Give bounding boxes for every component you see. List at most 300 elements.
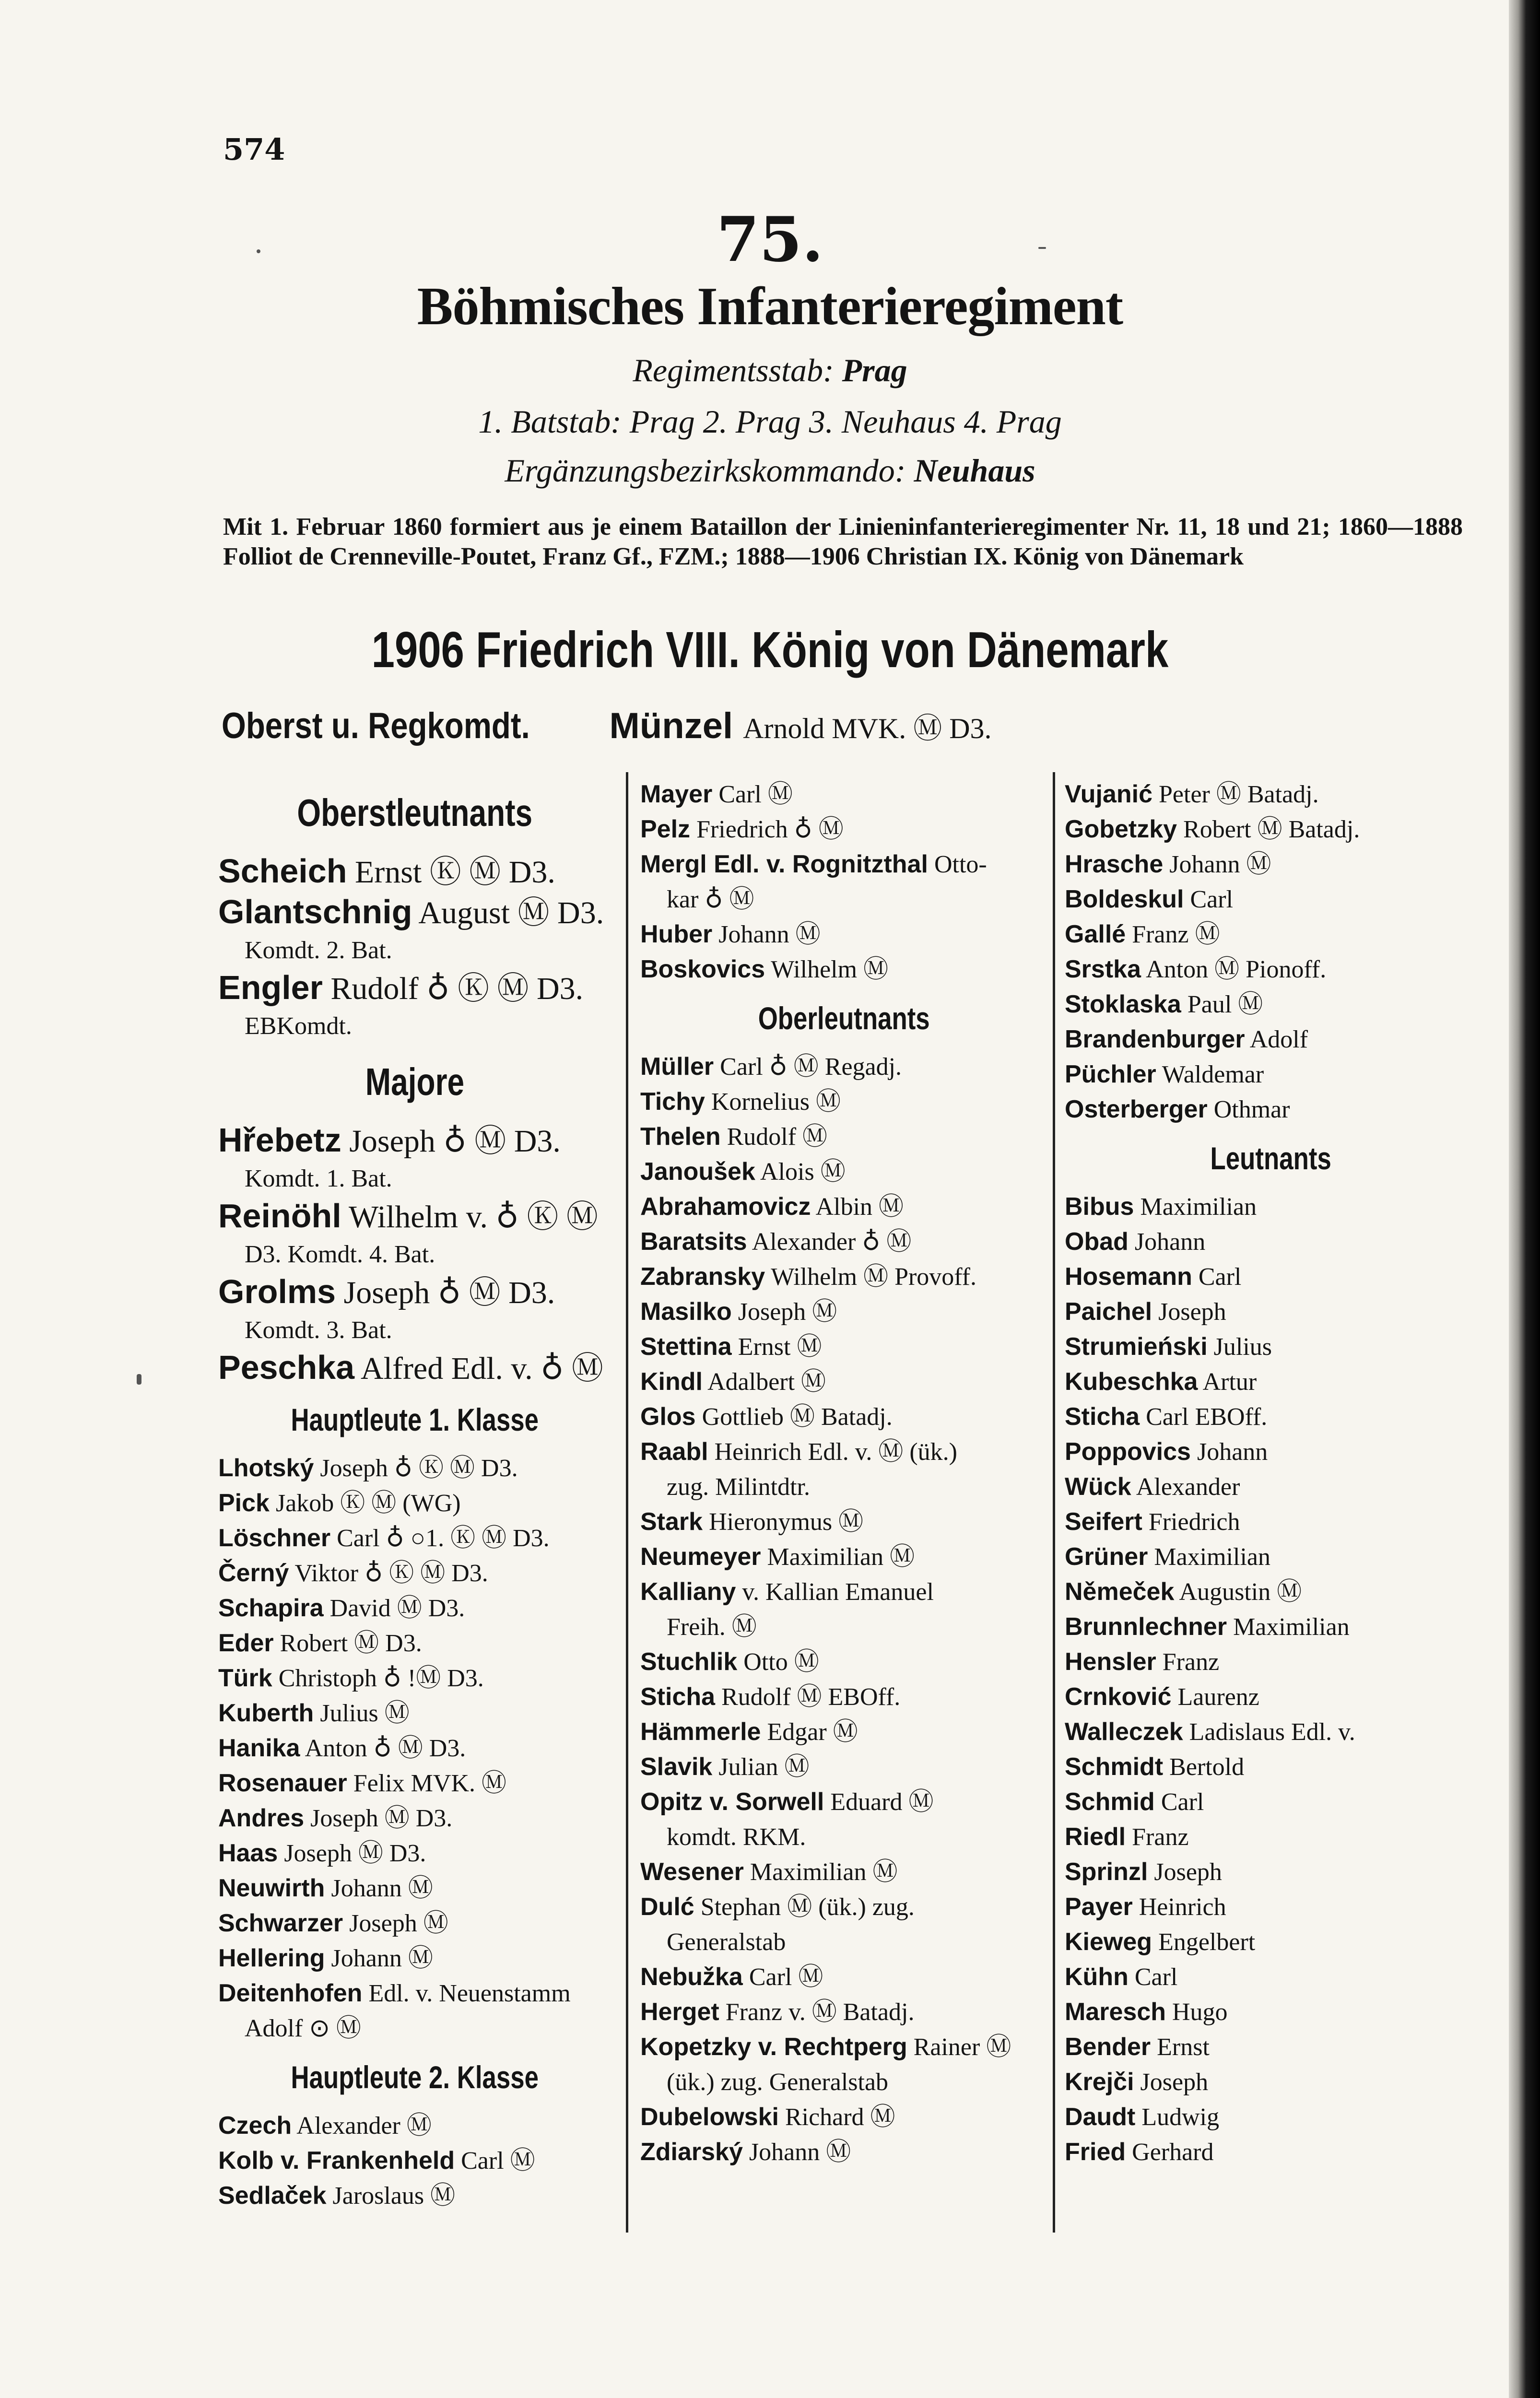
officer-surname: Sedlaček [218, 2182, 327, 2210]
officer-surname: Walleczek [1065, 1718, 1183, 1746]
recruiting-line [0, 452, 1540, 490]
officer-surname: Daudt [1065, 2103, 1136, 2131]
entry-continuation: EBKomdt. [245, 1012, 352, 1040]
officer-details: Carl [1190, 886, 1234, 913]
officer-surname: Hellering [218, 1944, 325, 1972]
officer-entry [218, 1976, 611, 2011]
commander-line [222, 705, 992, 747]
officer-entry [1065, 1995, 1477, 2030]
rank-heading-text: Oberstleutnants [297, 791, 533, 834]
officer-surname: Fried [1065, 2138, 1126, 2166]
officer-details: Johann [1134, 1228, 1206, 1256]
officer-details: Adolf [1249, 1026, 1308, 1053]
officer-surname: Huber [640, 920, 713, 948]
officer-details: Robert Ⓜ D3. [280, 1630, 422, 1657]
entry-continuation: Generalstab [667, 1928, 786, 1956]
officer-details: Franz [1132, 1823, 1189, 1851]
officer-entry [1065, 1329, 1477, 1364]
officer-details: Carl Ⓜ [461, 2147, 535, 2175]
officer-details: Carl [1134, 1963, 1178, 1991]
officer-details: Hugo [1172, 1998, 1228, 2026]
entry-continuation: D3. Komdt. 4. Bat. [245, 1241, 435, 1268]
officer-surname: Wesener [640, 1858, 744, 1886]
officer-entry [1065, 777, 1477, 812]
officer-surname: Schwarzer [218, 1909, 343, 1937]
officer-details: Wilhelm v. ♁ Ⓚ Ⓜ [348, 1199, 598, 1234]
officer-entry [640, 2135, 1048, 2170]
officer-surname: Kieweg [1065, 1928, 1152, 1956]
officer-entry [1065, 1575, 1477, 1610]
officer-surname: Krejči [1065, 2068, 1134, 2096]
officer-details: Joseph [1154, 1858, 1222, 1886]
officer-entry [640, 812, 1048, 847]
officer-surname: Eder [218, 1629, 274, 1657]
commander-surname: Münzel [609, 705, 733, 746]
officer-details: Eduard Ⓜ [830, 1788, 934, 1816]
officer-entry [640, 1434, 1048, 1469]
officer-surname: Lhotský [218, 1454, 314, 1482]
officer-entry [1065, 1469, 1477, 1505]
officer-surname: Wück [1065, 1473, 1131, 1501]
officer-details: August Ⓜ D3. [418, 895, 604, 930]
rank-heading [218, 1044, 611, 1120]
officer-surname: Mayer [640, 780, 713, 808]
officer-entry [640, 1575, 1048, 1610]
officer-entry [1065, 1750, 1477, 1785]
officer-entry [1065, 1294, 1477, 1329]
officer-details: Carl ♁ Ⓜ Regadj. [720, 1053, 902, 1081]
officer-surname: Hosemann [1065, 1263, 1192, 1291]
officer-entry [1065, 1189, 1477, 1224]
officer-details: Felix MVK. Ⓜ [353, 1770, 507, 1797]
officer-entry [218, 851, 611, 892]
officer-details: Friedrich ♁ Ⓜ [696, 816, 844, 843]
officer-details: Johann [1197, 1438, 1268, 1466]
officer-surname: Kolb v. Frankenheld [218, 2147, 455, 2175]
officer-entry [640, 1154, 1048, 1189]
officer-entry [1065, 1022, 1477, 1057]
officer-entry [1065, 1820, 1477, 1855]
officer-entry [640, 847, 1048, 882]
officer-surname: Hämmerle [640, 1718, 761, 1746]
officer-entry [1065, 952, 1477, 987]
officer-surname: Černý [218, 1559, 289, 1587]
officer-surname: Srstka [1065, 955, 1141, 983]
officer-entry [1065, 1399, 1477, 1434]
officer-surname: Hanika [218, 1734, 300, 1762]
officer-details: Friedrich [1148, 1508, 1240, 1536]
officer-surname: Tichy [640, 1088, 705, 1116]
officer-surname: Grüner [1065, 1543, 1148, 1571]
officer-surname: Schapira [218, 1594, 324, 1622]
officer-details: Ernst Ⓚ Ⓜ D3. [354, 855, 555, 890]
officer-surname: Engler [218, 969, 323, 1006]
officer-entry [218, 1196, 611, 1237]
regiment-history: Mit 1. Februar 1860 formiert aus je einem Bataillon der Linieninfanterieregimenter Nr. 11, 18 und 21; 1860—1888 Folliot de Crenneville-Poutet, Franz Gf., FZM.; 1888—1906 Christian IX. König von Dänemark [223, 513, 1463, 570]
officer-details: Rudolf ♁ Ⓚ Ⓜ D3. [330, 971, 584, 1006]
officer-entry [218, 1801, 611, 1836]
column-divider [626, 772, 628, 2233]
officer-details: Othmar [1213, 1096, 1290, 1123]
officer-details: Stephan Ⓜ (ük.) zug. [700, 1893, 915, 1921]
officer-entry [1065, 1610, 1477, 1645]
officer-surname: Slavik [640, 1753, 713, 1781]
officer-surname: Dulć [640, 1893, 694, 1921]
officer-entry [640, 1540, 1048, 1575]
officer-details: Johann Ⓜ [331, 1945, 433, 1972]
officer-surname: Stuchlik [640, 1648, 738, 1676]
officer-surname: Sticha [1065, 1403, 1140, 1431]
officer-details: Ladislaus Edl. v. [1189, 1718, 1355, 1746]
officer-surname: Baratsits [640, 1228, 747, 1256]
officer-surname: Kindl [640, 1368, 703, 1396]
officer-details: Edl. v. Neuenstamm [368, 1980, 571, 2007]
officer-entry [640, 1294, 1048, 1329]
officer-entry [1065, 1925, 1477, 1960]
officer-details: Alois Ⓜ [760, 1158, 846, 1186]
officer-details: Viktor ♁ Ⓚ Ⓜ D3. [294, 1560, 488, 1587]
officer-entry [640, 1084, 1048, 1119]
officer-surname: Pelz [640, 815, 691, 843]
officer-entry [218, 968, 611, 1009]
officer-details: Richard Ⓜ [785, 2104, 895, 2131]
officer-entry [640, 1399, 1048, 1434]
officer-details: Julian Ⓜ [718, 1753, 810, 1781]
officer-details: Joseph ♁ Ⓚ Ⓜ D3. [320, 1455, 518, 1482]
officer-entry [218, 1591, 611, 1626]
officer-entry [218, 1626, 611, 1661]
officer-surname: Brunnlechner [1065, 1613, 1227, 1641]
officer-entry [218, 2108, 611, 2143]
officer-entry [1065, 917, 1477, 952]
regiment-number: 75. [717, 204, 823, 276]
officer-details: Joseph Ⓜ D3. [284, 1840, 426, 1867]
officer-surname: Boskovics [640, 955, 765, 983]
officer-surname: Kalliany [640, 1578, 736, 1606]
rank-heading [218, 775, 611, 851]
officer-details: Joseph ♁ Ⓜ D3. [349, 1124, 561, 1159]
rank-heading-text: Leutnants [1210, 1140, 1332, 1176]
officer-entry [218, 2143, 611, 2178]
entry-continuation: Komdt. 2. Bat. [245, 937, 392, 964]
entry-continuation: zug. Milintdtr. [667, 1473, 810, 1501]
officer-surname: Crnković [1065, 1683, 1172, 1711]
officer-details: Artur [1202, 1368, 1257, 1396]
officer-entry [218, 1836, 611, 1871]
officer-surname: Opitz v. Sorwell [640, 1788, 824, 1816]
officer-entry [1065, 1645, 1477, 1680]
officer-entry [1065, 1960, 1477, 1995]
officer-details: Carl [1161, 1788, 1204, 1816]
officer-details: Carl Ⓜ [718, 781, 793, 808]
officer-surname: Kubeschka [1065, 1368, 1198, 1396]
officer-details: Peter Ⓜ Batadj. [1159, 781, 1319, 808]
officer-surname: Hensler [1065, 1648, 1156, 1676]
officer-entry [640, 1645, 1048, 1680]
entry-continuation: kar ♁ Ⓜ [667, 886, 754, 913]
officer-entry [1065, 1785, 1477, 1820]
officer-entry [218, 1696, 611, 1731]
rank-heading [218, 2046, 611, 2108]
officer-surname: Zabransky [640, 1263, 765, 1291]
officer-details: Waldemar [1162, 1061, 1264, 1088]
entry-continuation: Adolf ⊙ Ⓜ [245, 2015, 361, 2042]
officer-surname: Andres [218, 1804, 305, 1832]
staff-label: Regimentsstab: [633, 352, 834, 388]
officer-details: Johann Ⓜ [1169, 851, 1271, 878]
officer-surname: Löschner [218, 1524, 331, 1552]
officer-details: Carl ♁ ○1. Ⓚ Ⓜ D3. [337, 1525, 550, 1552]
officer-surname: Rosenauer [218, 1769, 347, 1797]
officer-entry [1065, 1224, 1477, 1259]
officer-surname: Zdiarský [640, 2138, 743, 2166]
officer-entry [1065, 987, 1477, 1022]
officer-surname: Neumeyer [640, 1543, 761, 1571]
officer-surname: Strumieński [1065, 1333, 1208, 1361]
commander-rank: Oberst u. Regkomdt. [222, 705, 530, 746]
officer-details: Maximilian Ⓜ [767, 1543, 915, 1571]
officer-surname: Obad [1065, 1228, 1129, 1256]
officer-details: Ernst [1157, 2034, 1210, 2061]
officer-entry [1065, 2100, 1477, 2135]
officer-details: Franz [1162, 1648, 1220, 1676]
officer-details: Laurenz [1177, 1683, 1259, 1711]
officer-surname: Pick [218, 1489, 270, 1517]
officer-surname: Masilko [640, 1298, 732, 1326]
officer-surname: Gobetzky [1065, 815, 1177, 843]
officer-entry [218, 1486, 611, 1521]
entry-continuation: Komdt. 1. Bat. [245, 1165, 392, 1192]
officer-entry [1065, 1715, 1477, 1750]
officer-surname: Raabl [640, 1438, 708, 1466]
officer-details: Christoph ♁ !Ⓜ D3. [278, 1665, 484, 1692]
scan-speck [137, 1374, 141, 1385]
officer-surname: Schmidt [1065, 1753, 1164, 1781]
officer-details: Joseph Ⓜ D3. [310, 1805, 453, 1832]
officer-surname: Glos [640, 1403, 696, 1431]
officer-surname: Stoklaska [1065, 990, 1181, 1018]
officer-entry [218, 1731, 611, 1766]
officer-surname: Paichel [1065, 1298, 1152, 1326]
officer-details: Adalbert Ⓜ [707, 1368, 826, 1396]
officer-details: Joseph ♁ Ⓜ D3. [343, 1275, 555, 1310]
officer-details: Joseph Ⓜ [738, 1298, 837, 1326]
officer-surname: Brandenburger [1065, 1025, 1245, 1053]
officer-details: Alfred Edl. v. ♁ Ⓜ [360, 1351, 603, 1386]
officer-details: Joseph [1140, 2069, 1209, 2096]
officer-details: Alexander Ⓜ [296, 2112, 432, 2139]
page-number: 574 [223, 132, 285, 167]
officer-surname: Kühn [1065, 1963, 1129, 1991]
officer-details: Wilhelm Ⓜ [771, 956, 889, 983]
rank-heading-text: Majore [365, 1060, 465, 1103]
regiment-owner: 1906 Friedrich VIII. König von Dänemark [371, 622, 1169, 678]
officer-entry [218, 1556, 611, 1591]
officer-details: Maximilian Ⓜ [750, 1858, 898, 1886]
officer-surname: Nebužka [640, 1963, 743, 1991]
officer-entry [218, 1871, 611, 1906]
officer-details: Jaroslaus Ⓜ [332, 2182, 456, 2210]
officer-details: Gerhard [1132, 2139, 1214, 2166]
officer-entry [218, 1348, 611, 1388]
officer-details: Engelbert [1158, 1928, 1256, 1956]
officer-details: Albin Ⓜ [815, 1193, 904, 1221]
officer-entry [218, 892, 611, 933]
officer-entry [1065, 2065, 1477, 2100]
officer-details: Johann Ⓜ [749, 2139, 851, 2166]
officer-entry [1065, 1434, 1477, 1469]
officer-details: Gottlieb Ⓜ Batadj. [702, 1403, 893, 1431]
officer-surname: Sprinzl [1065, 1858, 1148, 1886]
officer-entry [640, 1119, 1048, 1154]
officer-surname: Czech [218, 2112, 292, 2139]
officer-entry [640, 1855, 1048, 1890]
officer-surname: Stettina [640, 1333, 732, 1361]
officer-details: Maximilian [1154, 1543, 1271, 1571]
officer-entry [640, 1715, 1048, 1750]
officer-details: Wilhelm Ⓜ Provoff. [771, 1263, 977, 1291]
officer-entry [1065, 1855, 1477, 1890]
officer-details: Julius Ⓜ [320, 1700, 410, 1727]
officer-details: Ludwig [1141, 2104, 1220, 2131]
regimental-staff-line [0, 352, 1540, 389]
officer-entry [218, 1906, 611, 1941]
roster-column-3 [1065, 777, 1477, 2170]
officer-surname: Poppovics [1065, 1438, 1191, 1466]
officer-entry [1065, 1505, 1477, 1540]
officer-entry [640, 2100, 1048, 2135]
officer-entry [640, 1960, 1048, 1995]
officer-surname: Neuwirth [218, 1874, 325, 1902]
officer-entry [218, 1941, 611, 1976]
officer-details: Hieronymus Ⓜ [709, 1508, 864, 1536]
entry-continuation: komdt. RKM. [667, 1823, 806, 1851]
scan-speck [257, 249, 260, 253]
officer-details: Maximilian [1233, 1613, 1350, 1641]
officer-details: Anton ♁ Ⓜ D3. [305, 1735, 466, 1762]
officer-entry [640, 777, 1048, 812]
rank-heading-text: Oberleutnants [758, 1000, 930, 1036]
officer-details: Carl [1198, 1263, 1242, 1291]
officer-details: Franz Ⓜ [1132, 921, 1220, 948]
officer-details: Augustin Ⓜ [1179, 1578, 1302, 1606]
officer-entry [640, 1049, 1048, 1084]
officer-details: David Ⓜ D3. [329, 1595, 465, 1622]
officer-details: Maximilian [1140, 1193, 1257, 1221]
entry-continuation: (ük.) zug. Generalstab [667, 2069, 889, 2096]
officer-entry [1065, 2030, 1477, 2065]
recruiting-place: Neuhaus [914, 452, 1035, 489]
officer-entry [218, 2178, 611, 2213]
officer-details: Johann Ⓜ [331, 1875, 433, 1902]
officer-details: Heinrich Edl. v. Ⓜ (ük.) [714, 1438, 958, 1466]
commander-details: Arnold MVK. Ⓜ D3. [743, 713, 992, 744]
officer-surname: Abrahamovicz [640, 1193, 811, 1221]
officer-surname: Osterberger [1065, 1095, 1208, 1123]
column-divider [1053, 772, 1055, 2233]
officer-surname: Püchler [1065, 1060, 1156, 1088]
officer-surname: Gallé [1065, 920, 1126, 948]
officer-surname: Deitenhofen [218, 1979, 363, 2007]
officer-entry [1065, 1057, 1477, 1092]
officer-details: Bertold [1169, 1753, 1245, 1781]
officer-entry [640, 952, 1048, 987]
officer-surname: Dubelowski [640, 2103, 779, 2131]
officer-entry [218, 1120, 611, 1161]
officer-surname: Němeček [1065, 1578, 1175, 1606]
officer-entry [218, 1451, 611, 1486]
officer-entry [1065, 1092, 1477, 1127]
rank-heading [1065, 1127, 1477, 1189]
officer-details: Rudolf Ⓜ EBOff. [721, 1683, 901, 1711]
officer-surname: Haas [218, 1839, 278, 1867]
officer-entry [640, 1785, 1048, 1820]
officer-surname: Janoušek [640, 1158, 755, 1186]
officer-surname: Boldeskul [1065, 885, 1184, 913]
officer-details: Julius [1213, 1333, 1272, 1361]
officer-surname: Glantschnig [218, 893, 412, 930]
roster-column-1 [218, 775, 611, 2213]
officer-surname: Payer [1065, 1893, 1133, 1921]
officer-surname: Kuberth [218, 1699, 314, 1727]
officer-surname: Mergl Edl. v. Rognitzthal [640, 850, 928, 878]
officer-entry [640, 1364, 1048, 1399]
officer-details: Carl Ⓜ [749, 1963, 823, 1991]
officer-details: Alexander [1136, 1473, 1240, 1501]
officer-entry [1065, 847, 1477, 882]
officer-surname: Bibus [1065, 1193, 1134, 1221]
scan-speck [1038, 247, 1046, 249]
officer-surname: Hrasche [1065, 850, 1164, 878]
officer-surname: Seifert [1065, 1508, 1142, 1536]
officer-details: Otto- [934, 851, 987, 878]
officer-entry [1065, 1680, 1477, 1715]
officer-details: Jakob Ⓚ Ⓜ (WG) [275, 1490, 461, 1517]
staff-place: Prag [842, 352, 907, 388]
officer-entry [640, 1259, 1048, 1294]
officer-surname: Grolms [218, 1273, 336, 1310]
officer-entry [218, 1521, 611, 1556]
officer-surname: Thelen [640, 1123, 721, 1151]
officer-details: Ernst Ⓜ [738, 1333, 822, 1361]
officer-entry [218, 1766, 611, 1801]
officer-surname: Reinöhl [218, 1197, 341, 1234]
officer-entry [1065, 1540, 1477, 1575]
officer-surname: Vujanić [1065, 780, 1153, 808]
officer-entry [1065, 2135, 1477, 2170]
officer-entry [1065, 812, 1477, 847]
officer-details: Joseph [1158, 1298, 1226, 1326]
officer-entry [640, 1680, 1048, 1715]
officer-surname: Stark [640, 1508, 703, 1536]
officer-entry [640, 1329, 1048, 1364]
officer-surname: Riedl [1065, 1823, 1126, 1851]
officer-entry [218, 1661, 611, 1696]
officer-entry [218, 1272, 611, 1313]
entry-continuation: Komdt. 3. Bat. [245, 1317, 392, 1344]
officer-surname: Bender [1065, 2033, 1151, 2061]
officer-entry [640, 1890, 1048, 1925]
officer-details: Rudolf Ⓜ [727, 1123, 828, 1151]
officer-details: Franz v. Ⓜ Batadj. [725, 1998, 915, 2026]
officer-details: Heinrich [1139, 1893, 1226, 1921]
officer-surname: Herget [640, 1998, 719, 2026]
officer-details: Anton Ⓜ Pionoff. [1146, 956, 1327, 983]
officer-entry [640, 917, 1048, 952]
officer-details: Carl EBOff. [1146, 1403, 1268, 1431]
officer-details: Rainer Ⓜ [913, 2034, 1011, 2061]
officer-details: Alexander ♁ Ⓜ [752, 1228, 912, 1256]
